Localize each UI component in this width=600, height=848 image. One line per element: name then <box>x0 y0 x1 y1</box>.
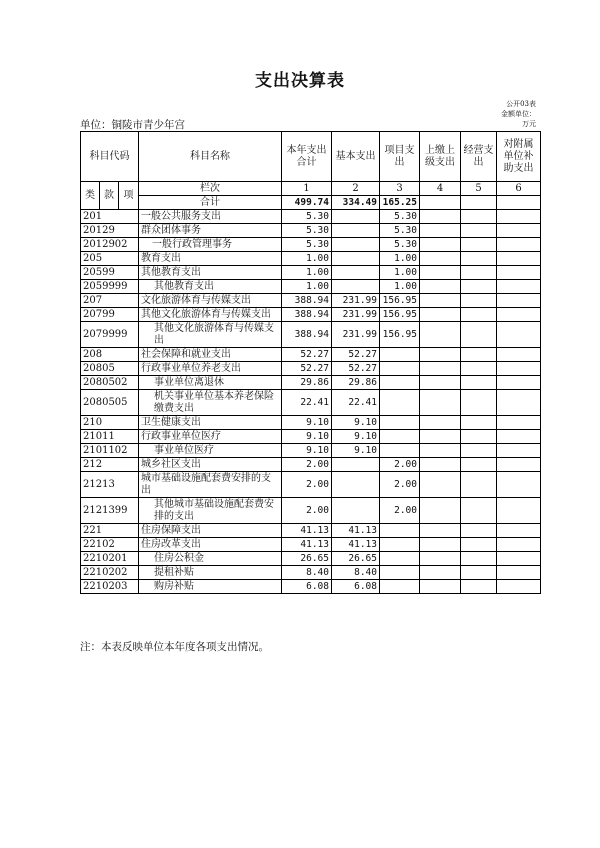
row-name: 其他教育支出 <box>139 280 282 294</box>
row-upper <box>420 308 461 322</box>
total-project: 165.25 <box>380 196 420 210</box>
row-code: 20805 <box>81 362 139 376</box>
total-row <box>81 196 541 210</box>
header-upper: 上缴上级支出 <box>420 132 461 182</box>
header-section: 款 <box>100 182 119 210</box>
row-basic: 231.99 <box>332 294 380 308</box>
header-basic: 基本支出 <box>332 132 380 182</box>
row-subsidy <box>497 498 541 524</box>
row-business <box>461 566 497 580</box>
footnote: 注：本表反映单位本年度各项支出情况。 <box>80 641 269 653</box>
header-project: 项目支出 <box>380 132 420 182</box>
row-subsidy <box>497 580 541 594</box>
row-code: 21011 <box>81 430 139 444</box>
row-business <box>461 376 497 390</box>
table-row <box>81 210 541 224</box>
row-name: 城乡社区支出 <box>139 458 282 472</box>
row-subsidy <box>497 472 541 498</box>
table-row <box>81 252 541 266</box>
row-name: 行政事业单位医疗 <box>139 430 282 444</box>
row-code: 2210203 <box>81 580 139 594</box>
row-total: 388.94 <box>282 322 332 348</box>
row-upper <box>420 210 461 224</box>
row-business <box>461 238 497 252</box>
row-subsidy <box>497 348 541 362</box>
table-row <box>81 416 541 430</box>
row-name: 住房改革支出 <box>139 538 282 552</box>
row-name: 机关事业单位基本养老保险缴费支出 <box>139 390 282 416</box>
amount-unit-label: 金额单位： <box>501 110 536 118</box>
row-business <box>461 416 497 430</box>
row-basic <box>332 252 380 266</box>
table-row <box>81 224 541 238</box>
row-total: 52.27 <box>282 348 332 362</box>
row-name: 文化旅游体育与传媒支出 <box>139 294 282 308</box>
row-total: 41.13 <box>282 524 332 538</box>
total-basic: 334.49 <box>332 196 380 210</box>
row-name: 住房保障支出 <box>139 524 282 538</box>
row-business <box>461 348 497 362</box>
row-code: 2012902 <box>81 238 139 252</box>
row-name: 住房公积金 <box>139 552 282 566</box>
row-upper <box>420 566 461 580</box>
row-subsidy <box>497 552 541 566</box>
row-basic: 29.86 <box>332 376 380 390</box>
row-name: 城市基础设施配套费安排的支出 <box>139 472 282 498</box>
col-num-3: 3 <box>380 182 420 196</box>
row-upper <box>420 322 461 348</box>
row-business <box>461 472 497 498</box>
row-code: 2079999 <box>81 322 139 348</box>
row-upper <box>420 552 461 566</box>
row-total: 2.00 <box>282 498 332 524</box>
row-subsidy <box>497 524 541 538</box>
row-business <box>461 390 497 416</box>
row-business <box>461 552 497 566</box>
row-code: 21213 <box>81 472 139 498</box>
row-code: 201 <box>81 210 139 224</box>
amount-unit: 万元 <box>522 120 536 128</box>
row-upper <box>420 376 461 390</box>
row-subsidy <box>497 224 541 238</box>
table-row <box>81 472 541 498</box>
row-basic <box>332 458 380 472</box>
row-code: 210 <box>81 416 139 430</box>
row-basic: 52.27 <box>332 362 380 376</box>
row-code: 208 <box>81 348 139 362</box>
row-total: 5.30 <box>282 224 332 238</box>
row-subsidy <box>497 376 541 390</box>
row-business <box>461 430 497 444</box>
row-business <box>461 308 497 322</box>
column-label: 栏次 <box>139 182 282 196</box>
row-subsidy <box>497 294 541 308</box>
row-subsidy <box>497 430 541 444</box>
row-total: 26.65 <box>282 552 332 566</box>
table-row <box>81 266 541 280</box>
row-basic: 231.99 <box>332 308 380 322</box>
table-row <box>81 294 541 308</box>
row-project: 156.95 <box>380 294 420 308</box>
row-subsidy <box>497 390 541 416</box>
row-upper <box>420 580 461 594</box>
row-basic: 26.65 <box>332 552 380 566</box>
row-upper <box>420 266 461 280</box>
row-upper <box>420 362 461 376</box>
row-upper <box>420 430 461 444</box>
row-project: 5.30 <box>380 238 420 252</box>
row-basic: 9.10 <box>332 444 380 458</box>
col-num-1: 1 <box>282 182 332 196</box>
row-total: 29.86 <box>282 376 332 390</box>
header-name: 科目名称 <box>139 132 282 182</box>
row-total: 22.41 <box>282 390 332 416</box>
table-row <box>81 458 541 472</box>
row-code: 22102 <box>81 538 139 552</box>
row-subsidy <box>497 538 541 552</box>
col-num-4: 4 <box>420 182 461 196</box>
column-number-row <box>81 182 541 196</box>
reporting-unit: 单位：铜陵市青少年宫 <box>80 119 185 131</box>
row-total: 9.10 <box>282 430 332 444</box>
row-total: 1.00 <box>282 280 332 294</box>
row-code: 212 <box>81 458 139 472</box>
row-code: 221 <box>81 524 139 538</box>
table-row <box>81 444 541 458</box>
header-total: 本年支出合计 <box>282 132 332 182</box>
row-code: 2210201 <box>81 552 139 566</box>
row-name: 行政事业单位养老支出 <box>139 362 282 376</box>
row-subsidy <box>497 238 541 252</box>
row-upper <box>420 444 461 458</box>
row-total: 388.94 <box>282 294 332 308</box>
row-subsidy <box>497 252 541 266</box>
row-subsidy <box>497 444 541 458</box>
row-project <box>380 376 420 390</box>
row-total: 6.08 <box>282 580 332 594</box>
table-row <box>81 430 541 444</box>
row-total: 8.40 <box>282 566 332 580</box>
row-subsidy <box>497 280 541 294</box>
row-basic <box>332 472 380 498</box>
row-basic <box>332 266 380 280</box>
col-num-2: 2 <box>332 182 380 196</box>
row-upper <box>420 458 461 472</box>
row-basic: 6.08 <box>332 580 380 594</box>
row-total: 1.00 <box>282 252 332 266</box>
row-project <box>380 566 420 580</box>
row-project: 1.00 <box>380 266 420 280</box>
row-business <box>461 224 497 238</box>
header-row <box>81 132 541 182</box>
table-row <box>81 552 541 566</box>
row-upper <box>420 390 461 416</box>
row-name: 其他文化旅游体育与传媒支出 <box>139 308 282 322</box>
row-code: 2101102 <box>81 444 139 458</box>
row-subsidy <box>497 308 541 322</box>
row-project <box>380 348 420 362</box>
row-project <box>380 444 420 458</box>
row-project: 2.00 <box>380 472 420 498</box>
row-project <box>380 552 420 566</box>
row-upper <box>420 472 461 498</box>
row-basic: 41.13 <box>332 538 380 552</box>
row-total: 5.30 <box>282 210 332 224</box>
table-row <box>81 238 541 252</box>
row-name: 其他教育支出 <box>139 266 282 280</box>
row-business <box>461 362 497 376</box>
row-project <box>380 580 420 594</box>
row-business <box>461 498 497 524</box>
row-project: 2.00 <box>380 458 420 472</box>
col-num-5: 5 <box>461 182 497 196</box>
row-project: 156.95 <box>380 308 420 322</box>
row-subsidy <box>497 210 541 224</box>
row-business <box>461 322 497 348</box>
row-upper <box>420 294 461 308</box>
row-code: 20799 <box>81 308 139 322</box>
row-basic <box>332 238 380 252</box>
row-business <box>461 266 497 280</box>
row-upper <box>420 238 461 252</box>
row-total: 9.10 <box>282 444 332 458</box>
row-subsidy <box>497 458 541 472</box>
row-code: 20129 <box>81 224 139 238</box>
table-row <box>81 348 541 362</box>
row-business <box>461 524 497 538</box>
row-upper <box>420 280 461 294</box>
row-upper <box>420 224 461 238</box>
row-total: 5.30 <box>282 238 332 252</box>
row-total: 2.00 <box>282 472 332 498</box>
row-total: 41.13 <box>282 538 332 552</box>
row-project: 5.30 <box>380 210 420 224</box>
row-project: 2.00 <box>380 498 420 524</box>
row-subsidy <box>497 266 541 280</box>
row-basic: 9.10 <box>332 416 380 430</box>
row-subsidy <box>497 362 541 376</box>
row-total: 1.00 <box>282 266 332 280</box>
row-total: 52.27 <box>282 362 332 376</box>
table-row <box>81 376 541 390</box>
row-basic <box>332 224 380 238</box>
row-upper <box>420 498 461 524</box>
header-subsidy: 对附属单位补助支出 <box>497 132 541 182</box>
row-code: 2080505 <box>81 390 139 416</box>
header-code: 科目代码 <box>81 132 139 182</box>
expenditure-table <box>80 131 541 594</box>
row-name: 购房补贴 <box>139 580 282 594</box>
row-upper <box>420 252 461 266</box>
row-business <box>461 280 497 294</box>
row-upper <box>420 348 461 362</box>
table-row <box>81 362 541 376</box>
header-business: 经营支出 <box>461 132 497 182</box>
row-business <box>461 580 497 594</box>
row-name: 事业单位离退休 <box>139 376 282 390</box>
header-class: 类 <box>81 182 100 210</box>
row-project <box>380 538 420 552</box>
row-basic: 8.40 <box>332 566 380 580</box>
total-amount: 499.74 <box>282 196 332 210</box>
row-subsidy <box>497 322 541 348</box>
row-basic <box>332 280 380 294</box>
row-project <box>380 524 420 538</box>
row-name: 一般公共服务支出 <box>139 210 282 224</box>
row-basic <box>332 498 380 524</box>
row-name: 一般行政管理事务 <box>139 238 282 252</box>
row-code: 207 <box>81 294 139 308</box>
page-title: 支出决算表 <box>255 71 345 91</box>
row-subsidy <box>497 566 541 580</box>
row-business <box>461 458 497 472</box>
row-name: 事业单位医疗 <box>139 444 282 458</box>
row-upper <box>420 538 461 552</box>
table-row <box>81 322 541 348</box>
row-code: 2210202 <box>81 566 139 580</box>
row-code: 20599 <box>81 266 139 280</box>
row-business <box>461 252 497 266</box>
table-row <box>81 580 541 594</box>
row-name: 教育支出 <box>139 252 282 266</box>
total-label: 合计 <box>139 196 282 210</box>
row-project <box>380 430 420 444</box>
row-project <box>380 362 420 376</box>
form-code: 公开03表 <box>506 100 536 108</box>
row-name: 其他城市基础设施配套费安排的支出 <box>139 498 282 524</box>
header-item: 项 <box>119 182 139 210</box>
row-upper <box>420 524 461 538</box>
row-subsidy <box>497 416 541 430</box>
row-code: 205 <box>81 252 139 266</box>
row-project: 5.30 <box>380 224 420 238</box>
row-project <box>380 390 420 416</box>
table-row <box>81 308 541 322</box>
row-business <box>461 444 497 458</box>
table-row <box>81 566 541 580</box>
row-name: 提租补贴 <box>139 566 282 580</box>
row-total: 2.00 <box>282 458 332 472</box>
row-basic: 231.99 <box>332 322 380 348</box>
row-project: 1.00 <box>380 280 420 294</box>
row-business <box>461 538 497 552</box>
table-row <box>81 538 541 552</box>
table-row <box>81 390 541 416</box>
table-row <box>81 280 541 294</box>
row-code: 2121399 <box>81 498 139 524</box>
row-code: 2080502 <box>81 376 139 390</box>
row-basic: 41.13 <box>332 524 380 538</box>
row-upper <box>420 416 461 430</box>
row-name: 其他文化旅游体育与传媒支出 <box>139 322 282 348</box>
row-code: 2059999 <box>81 280 139 294</box>
row-name: 卫生健康支出 <box>139 416 282 430</box>
table-row <box>81 524 541 538</box>
row-business <box>461 210 497 224</box>
row-basic <box>332 210 380 224</box>
row-business <box>461 294 497 308</box>
row-total: 388.94 <box>282 308 332 322</box>
row-basic: 22.41 <box>332 390 380 416</box>
row-name: 群众团体事务 <box>139 224 282 238</box>
row-project <box>380 416 420 430</box>
col-num-6: 6 <box>497 182 541 196</box>
row-name: 社会保障和就业支出 <box>139 348 282 362</box>
row-basic: 52.27 <box>332 348 380 362</box>
row-project: 1.00 <box>380 252 420 266</box>
row-total: 9.10 <box>282 416 332 430</box>
row-project: 156.95 <box>380 322 420 348</box>
table-row <box>81 498 541 524</box>
row-basic: 9.10 <box>332 430 380 444</box>
